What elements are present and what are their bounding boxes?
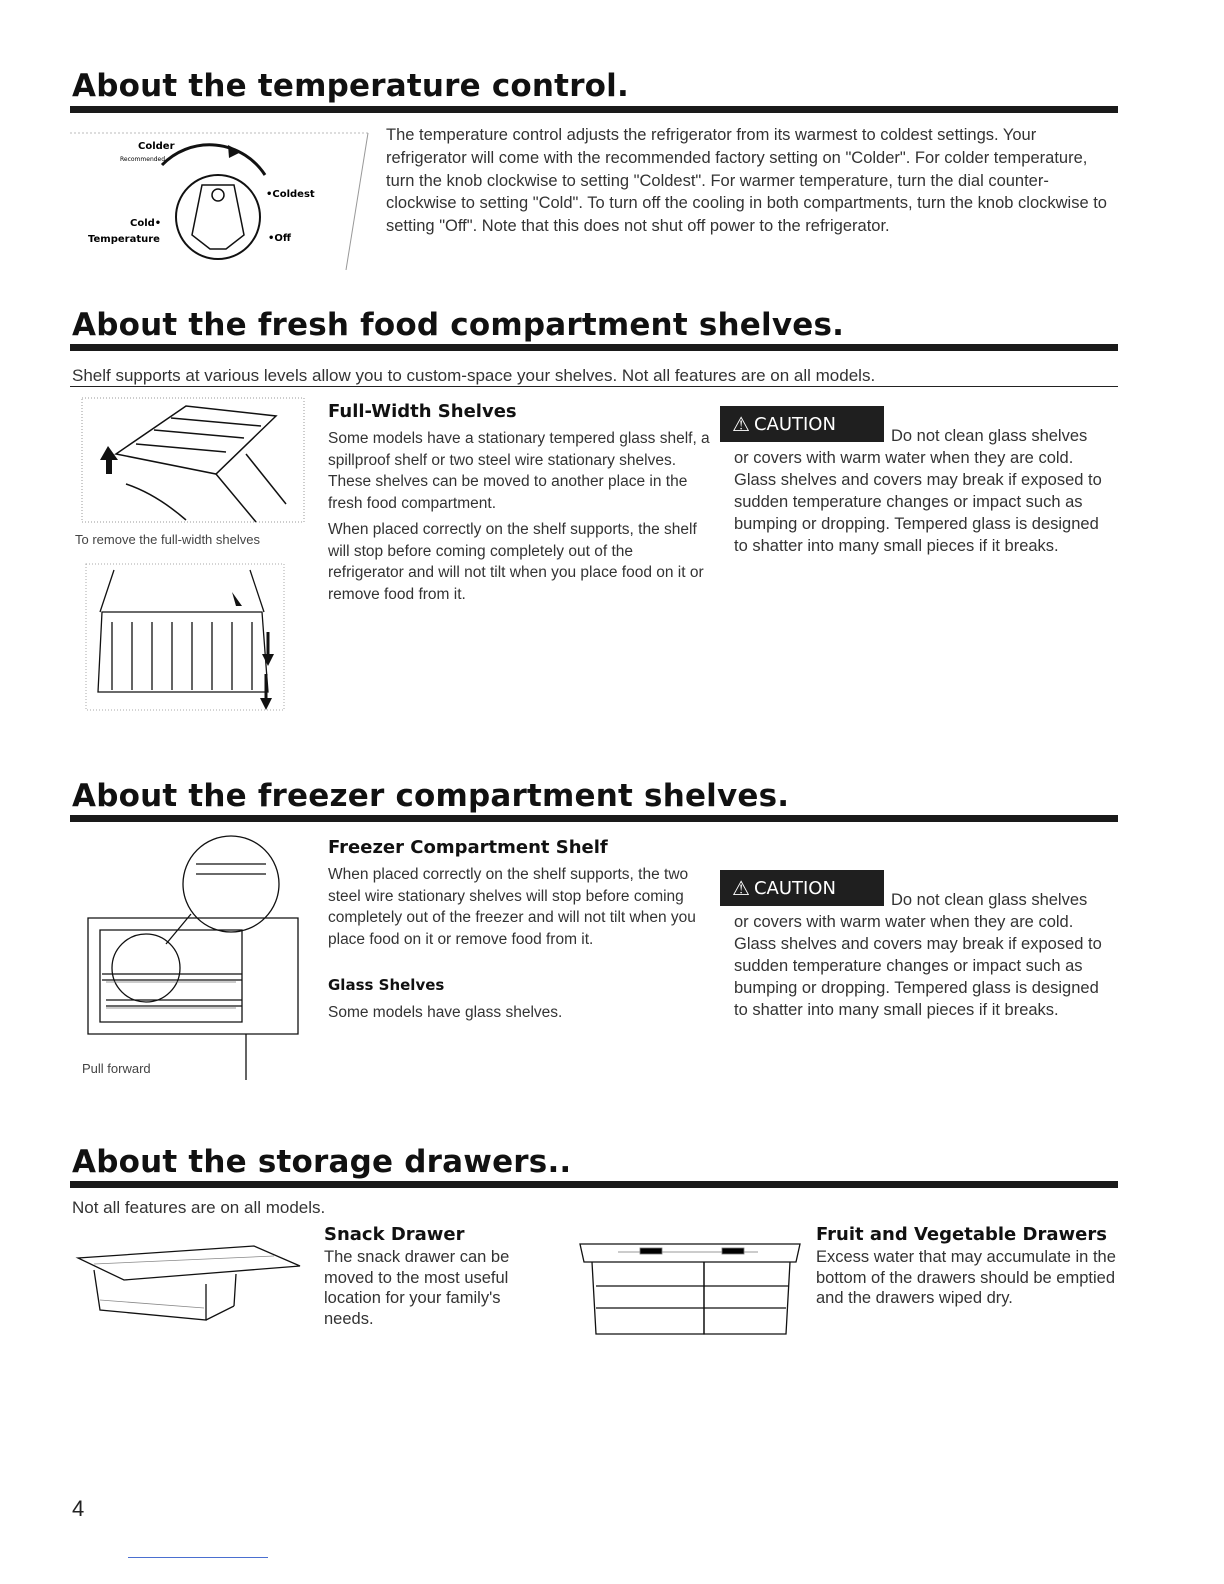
freezer-heading: About the freezer compartment shelves. [72,778,790,814]
warning-triangle-icon: ⚠ [732,412,750,436]
fresh-food-heading: About the fresh food compartment shelves. [72,307,845,343]
drawers-heading: About the storage drawers.. [72,1144,572,1180]
freezer-heading-rule [70,815,1118,822]
temperature-heading-rule [70,106,1118,113]
snack-drawer-illustration [74,1240,304,1326]
freezer-caution-text: or covers with warm water when they are cold. Glass shelves and covers may break if exposed to sudden temperature changes or impact such as bumping or dropping. Tempered glass is designed to shatter into many small pieces if it breaks. [734,913,1102,1019]
freezer-shelf-illustration [66,834,306,1080]
warning-triangle-icon: ⚠ [732,876,750,900]
shelf-pull-illustration [82,562,290,714]
freezer-caption: Pull forward [82,1061,151,1076]
glass-shelves-heading: Glass Shelves [328,976,445,994]
freezer-caution-lead: Do not clean glass shelves [891,891,1088,909]
full-width-shelves-heading: Full-Width Shelves [328,401,517,422]
dial-label-colder: Colder [138,141,175,152]
drawers-heading-rule [70,1181,1118,1188]
fresh-food-heading-rule [70,344,1118,351]
freezer-caution-badge [720,870,884,906]
snack-drawer-text: The snack drawer can be moved to the most useful location for your family's needs. [324,1248,510,1328]
footer-link-line [128,1557,268,1558]
caution-label: CAUTION [753,877,836,899]
dial-label-cold: Cold• [130,218,162,229]
fresh-food-intro: Shelf supports at various levels allow you to custom-space your shelves. Not all features are on all models. [72,366,876,385]
snack-drawer-heading: Snack Drawer [324,1224,465,1245]
full-width-shelf-removal-illustration [76,394,310,526]
dial-label-coldest: •Coldest [266,189,315,200]
fresh-food-intro-rule [70,386,1118,387]
full-width-shelves-para2: When placed correctly on the shelf supports, the shelf will stop before coming completely out of the refrigerator and will not tilt when you place food on it or remove food from it. [328,521,704,603]
fresh-food-caution-lead: Do not clean glass shelves [891,427,1088,445]
fruit-vegetable-text: Excess water that may accumulate in the bottom of the drawers should be emptied and the drawers wiped dry. [816,1248,1116,1307]
fresh-food-caption: To remove the full-width shelves [75,532,260,547]
temperature-heading: About the temperature control. [72,68,629,104]
temperature-dial-illustration [70,125,375,270]
freezer-shelf-para: When placed correctly on the shelf supports, the two steel wire stationary shelves will stop before coming completely out of the freezer and will not tilt when you place food on it or remove food from it. [328,866,696,948]
glass-shelves-text: Some models have glass shelves. [328,1004,563,1021]
dial-label-temperature: Temperature [88,234,160,245]
fruit-vegetable-drawers-illustration [578,1236,804,1336]
fresh-food-caution-text: or covers with warm water when they are cold. Glass shelves and covers may break if exposed to sudden temperature changes or impact such as bumping or dropping. Tempered glass is designed to shatter into many small pieces if it breaks. [734,449,1102,555]
dial-label-recommended: Recommended [120,156,166,163]
fruit-vegetable-heading: Fruit and Vegetable Drawers [816,1224,1107,1245]
fresh-food-caution-badge [720,406,884,442]
dial-label-off: •Off [268,233,291,244]
caution-label: CAUTION [753,413,836,435]
page-number: 4 [72,1496,85,1521]
freezer-shelf-heading: Freezer Compartment Shelf [328,837,608,858]
full-width-shelves-para1: Some models have a stationary tempered glass shelf, a spillproof shelf or two steel wire stationary shelves. These shelves can be moved to another place in the fresh food compartment. [328,430,710,512]
drawers-intro: Not all features are on all models. [72,1198,326,1217]
temperature-paragraph: The temperature control adjusts the refrigerator from its warmest to coldest settings. Your refrigerator will come with the recommended factory setting on "Colder". For colder temperature, turn the knob clockwise to setting "Coldest". For warmer temperature, turn the dial counter-clockwise to setting "Cold". To turn off the cooling in both compartments, turn the knob clockwise to setting "Off". Note that this does not shut off power to the refrigerator. [386,126,1107,236]
